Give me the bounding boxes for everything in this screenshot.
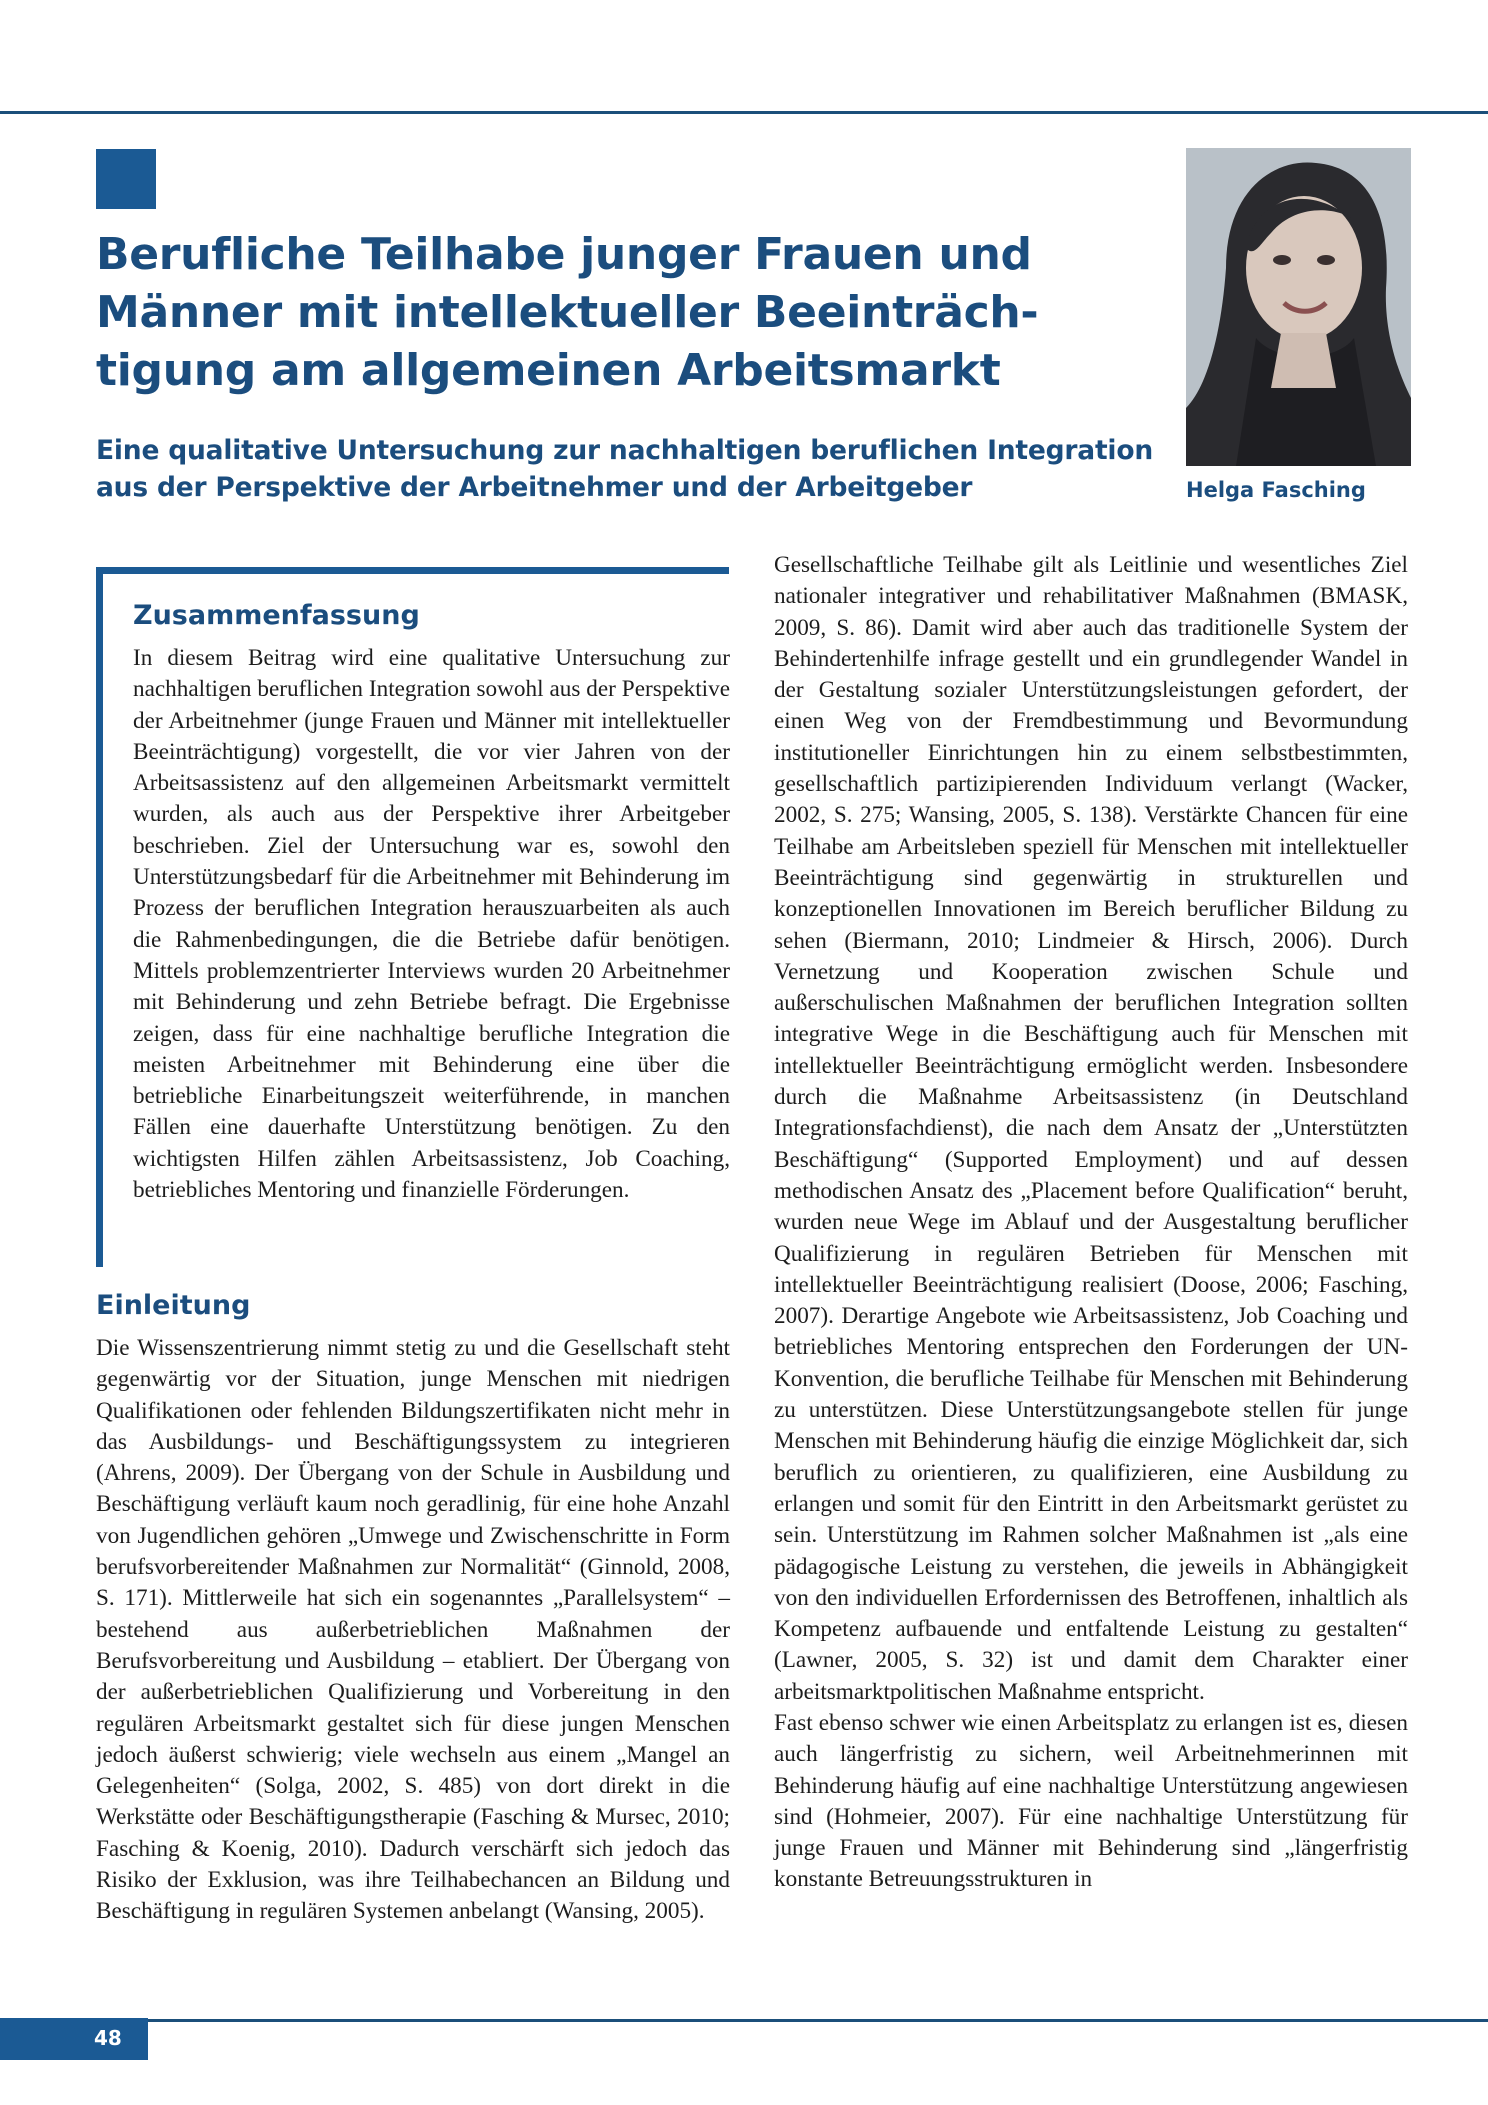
article-title: Berufliche Teilhabe junger Frauen und Männer mit intellektueller Beeinträch-tigung am allgemeinen Arbeitsmarkt	[96, 229, 1039, 396]
abstract-left-rule	[96, 567, 103, 1267]
author-photo	[1186, 148, 1411, 466]
person-portrait-icon	[1186, 148, 1411, 466]
right-column	[774, 550, 1408, 1896]
page-number: 48	[94, 2026, 122, 2050]
section-marker-square	[96, 149, 156, 209]
abstract-text: In diesem Beitrag wird eine qualitative Untersuchung zur nachhaltigen beruflichen Integration sowohl aus der Perspektive der Arbeitnehmer (junge Frauen und Männer mit intellektueller Beeinträchtigung) vorgestellt, die vor vier Jahren von der Arbeitsassistenz auf den allgemeinen Arbeitsmarkt vermittelt wurden, als auch aus der Perspektive ihrer Arbeitgeber beschrieben. Ziel der Untersuchung war es, sowohl den Unterstützungsbedarf für die Arbeitnehmer mit Behinderung im Prozess der beruflichen Integration herauszuarbeiten als auch die Rahmenbedingungen, die die Betriebe dafür benötigen. Mittels problemzentrierter Interviews wurden 20 Arbeitnehmer mit Behinderung und zehn Betriebe befragt. Die Ergebnisse zeigen, dass für eine nachhaltige berufliche Integration die meisten Arbeitnehmer mit Behinderung eine über die betriebliche Einarbeitungszeit weiterführende, in manchen Fällen eine dauerhafte Unterstützung benötigen. Zu den wichtigsten Hilfen zählen Arbeitsassistenz, Job Coaching, betriebliches Mentoring und finanzielle Förderungen.	[133, 645, 730, 1204]
article-subtitle: Eine qualitative Untersuchung zur nachhaltigen beruflichen Integration aus der Perspektive der Arbeitnehmer und der Arbeitgeber	[96, 435, 1153, 503]
abstract-top-rule	[96, 567, 729, 574]
introduction-heading: Einleitung	[96, 1290, 251, 1321]
introduction-text: Die Wissenszentrierung nimmt stetig zu und die Gesellschaft steht gegenwärtig vor der Situation, junge Menschen mit niedrigen Qualifikationen oder fehlenden Bildungszertifikaten nicht mehr in das Ausbildungs- und Beschäftigungssystem zu integrieren (Ahrens, 2009). Der Übergang von der Schule in Ausbildung und Beschäftigung verläuft kaum noch geradlinig, für eine hohe Anzahl von Jugendlichen gehören „Umwege und Zwischenschritte in Form berufsvorbereitender Maßnahmen zur Normalität“ (Ginnold, 2008, S. 171). Mittlerweile hat sich ein sogenanntes „Parallelsystem“ – bestehend aus außerbetrieblichen Maßnahmen der Berufsvorbereitung und Ausbildung – etabliert. Der Übergang von der außerbetrieblichen Qualifizierung und Vorbereitung in den regulären Arbeitsmarkt gestaltet sich für diese jungen Menschen jedoch äußerst schwierig; viele wechseln aus einem „Mangel an Gelegenheiten“ (Solga, 2002, S. 485) von dort direkt in die Werkstätte oder Beschäftigungstherapie (Fasching & Mursec, 2010; Fasching & Koenig, 2010). Dadurch verschärft sich jedoch das Risiko der Exklusion, was ihre Teilhabechancen an Bildung und Beschäftigung in regulären Systemen anbelangt (Wansing, 2005).	[96, 1335, 730, 1925]
footer-rule	[148, 2019, 1488, 2022]
footer-bar	[0, 2018, 148, 2060]
right-column-paragraph-2: Fast ebenso schwer wie einen Arbeitsplatz zu erlangen ist es, diesen auch längerfristig zu sichern, weil Arbeitnehmerinnen mit Behinderung häufig auf eine nachhaltige Unterstützung angewiesen sind (Hohmeier, 2007). Für eine nachhaltige Unterstützung für junge Frauen und Männer mit Behinderung sind „längerfristig konstante Betreuungsstrukturen in	[774, 1709, 1408, 1893]
abstract-heading: Zusammenfassung	[133, 600, 420, 631]
author-name: Helga Fasching	[1186, 478, 1366, 502]
top-rule	[0, 111, 1488, 114]
right-column-paragraph-1: Gesellschaftliche Teilhabe gilt als Leitlinie und wesentliches Ziel nationaler integrativer und rehabilitativer Maßnahmen (BMASK, 2009, S. 86). Damit wird aber auch das traditionelle System der Behindertenhilfe infrage gestellt und ein grundlegender Wandel in der Gestaltung sozialer Unterstützungsleistungen gefordert, der einen Weg von der Fremdbestimmung und Bevormundung institutioneller Einrichtungen hin zu einem selbstbestimmten, gesellschaftlich partizipierenden Individuum verlangt (Wacker, 2002, S. 275; Wansing, 2005, S. 138). Verstärkte Chancen für eine Teilhabe am Arbeitsleben speziell für Menschen mit intellektueller Beeinträchtigung sind gegenwärtig in strukturellen und konzeptionellen Innovationen im Bereich beruflicher Bildung zu sehen (Biermann, 2010; Lindmeier & Hirsch, 2006). Durch Vernetzung und Kooperation zwischen Schule und außerschulischen Maßnahmen der beruflichen Integration sollten integrative Wege in die Beschäftigung auch für Menschen mit intellektueller Beeinträchtigung ermöglicht werden. Insbesondere durch die Maßnahme Arbeitsassistenz (in Deutschland Integrationsfachdienst), die nach dem Ansatz der „Unterstützten Beschäftigung“ (Supported Employment) und auf dessen methodischen Ansatz des „Placement before Qualification“ beruht, wurden neue Wege im Ablauf und der Ausgestaltung beruflicher Qualifizierung in regulären Betrieben für Menschen mit intellektueller Beeinträchtigung realisiert (Doose, 2006; Fasching, 2007). Derartige Angebote wie Arbeitsassistenz, Job Coaching und betriebliches Mentoring entsprechen den Forderungen der UN-Konvention, die berufliche Teilhabe für Menschen mit Behinderung zu unterstützen. Diese Unterstützungsangebote stellen für junge Menschen mit Behinderung häufig die einzige Möglichkeit dar, sich beruflich zu orientieren, zu qualifizieren, eine Ausbildung zu erlangen und somit für den Eintritt in den Arbeitsmarkt gerüstet zu sein. Unterstützung im Rahmen solcher Maßnahmen ist „als eine pädagogische Leistung zu verstehen, die jeweils in Abhängigkeit von den individuellen Erfordernissen des Betroffenen, inhaltlich als Kompetenz aufbauende und entfaltende Leistung zu gestalten“ (Lawner, 2005, S. 32) ist und damit dem Charakter einer arbeitsmarktpolitischen Maßnahme entspricht.	[774, 552, 1408, 1705]
